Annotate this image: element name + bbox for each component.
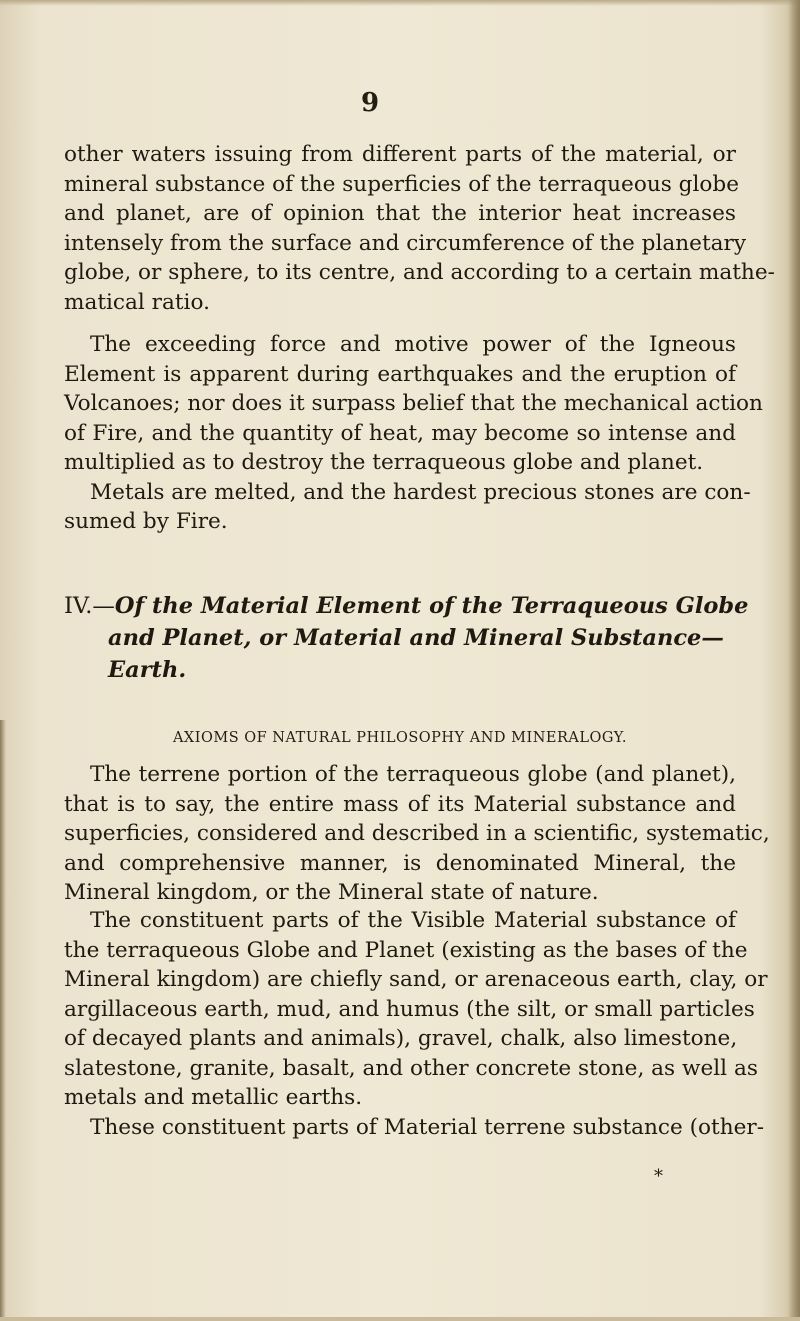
text-line: globe, or sphere, to its centre, and according to a certain mathe- <box>64 260 775 285</box>
page-left-shadow <box>0 720 6 1321</box>
text-line: and comprehensive manner, is denominated Mineral, the <box>64 850 736 876</box>
text-line: that is to say, the entire mass of its Material substance and <box>64 791 736 817</box>
text-line: intensely from the surface and circumference of the planetary <box>64 230 747 256</box>
paragraph-2 <box>64 330 763 537</box>
text-line: of Fire, and the quantity of heat, may become so intense and <box>64 420 736 446</box>
text-line: sumed by Fire. <box>64 509 228 534</box>
section-heading-line <box>64 590 749 622</box>
text-line: matical ratio. <box>64 289 210 315</box>
paragraph-4 <box>64 906 768 1142</box>
text-line: argillaceous earth, mud, and humus (the silt, or small particles <box>64 996 755 1022</box>
text-line: multiplied as to destroy the terraqueous globe and planet. <box>64 450 704 475</box>
text-line: The terrene portion of the terraqueous globe (and planet), <box>90 762 736 787</box>
text-line: mineral substance of the superficies of the terraqueous globe <box>64 171 740 197</box>
paragraph-1 <box>64 140 775 317</box>
text-line: Mineral kingdom) are chiefly sand, or arenaceous earth, clay, or <box>64 967 768 992</box>
section-title-part: Of the Material Element of the Terraqueous Globe <box>114 593 749 619</box>
text-line: of decayed plants and animals), gravel, chalk, also limestone, <box>64 1026 738 1051</box>
paragraph-3 <box>64 760 770 908</box>
page-number: 9 <box>360 88 380 118</box>
text-line: superficies, considered and described in a scientific, systematic, <box>64 821 770 846</box>
text-line: These constituent parts of Material terrene substance (other- <box>90 1114 765 1140</box>
page-right-edge <box>788 0 800 1321</box>
text-line: Metals are melted, and the hardest precious stones are con- <box>90 479 751 505</box>
page-bottom-edge <box>0 1317 800 1321</box>
section-numeral: IV.— <box>64 593 115 619</box>
text-line: Volcanoes; nor does it surpass belief that the mechanical action <box>64 391 763 416</box>
text-line: the terraqueous Globe and Planet (existing as the bases of the <box>64 937 748 963</box>
text-line: The constituent parts of the Visible Material substance of <box>90 908 736 933</box>
section-heading <box>64 590 749 686</box>
text-line: other waters issuing from different parts of the material, or <box>64 142 736 167</box>
page-top-edge <box>0 0 800 6</box>
text-line: Mineral kingdom, or the Mineral state of nature. <box>64 880 599 905</box>
catchword-asterisk: * <box>654 1166 663 1187</box>
section-heading-line: and Planet, or Material and Mineral Substance— <box>108 625 724 651</box>
text-line: Element is apparent during earthquakes and the eruption of <box>64 361 736 387</box>
text-line: slatestone, granite, basalt, and other concrete stone, as well as <box>64 1055 758 1081</box>
text-line: The exceeding force and motive power of the Igneous <box>90 332 736 357</box>
text-line: and planet, are of opinion that the interior heat increases <box>64 201 736 226</box>
text-line: metals and metallic earths. <box>64 1085 363 1110</box>
section-subheading: AXIOMS OF NATURAL PHILOSOPHY AND MINERALOGY. <box>172 730 628 746</box>
section-heading-line: Earth. <box>108 657 187 683</box>
